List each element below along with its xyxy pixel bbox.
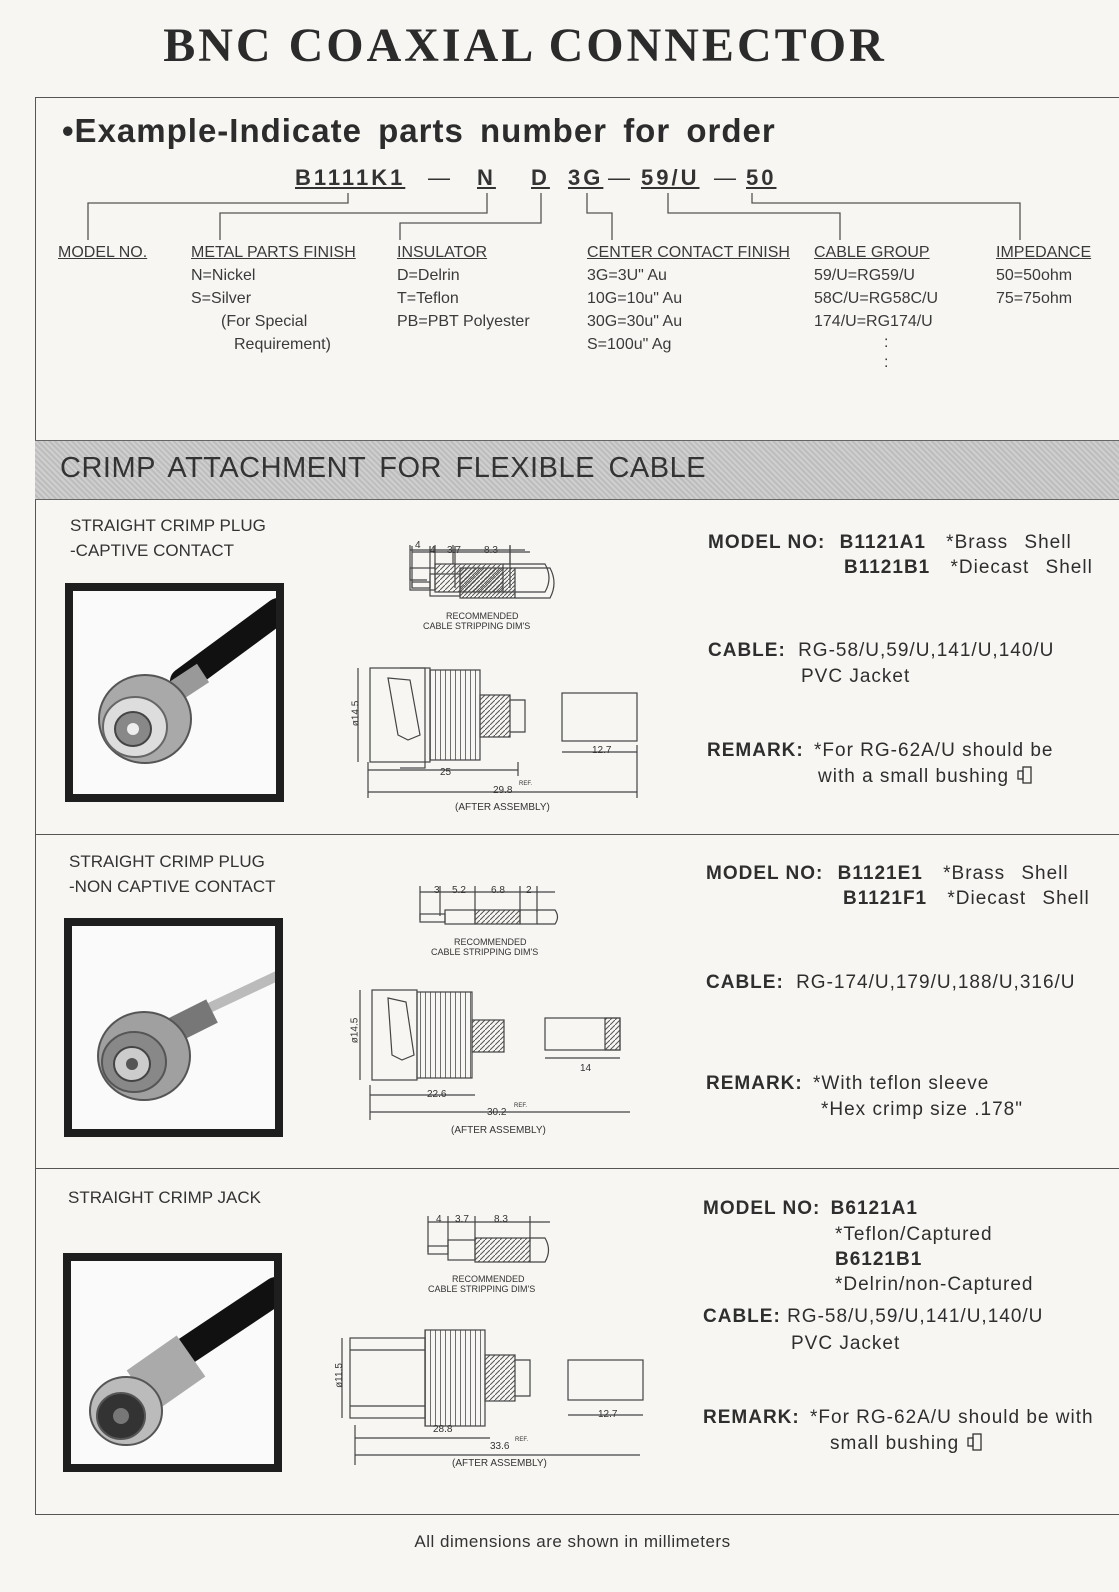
remark-block: [830, 1431, 985, 1456]
field-line: 3G=3U" Au: [587, 267, 667, 284]
product-photo-plug-captive: [65, 583, 284, 802]
remark-line: small bushing: [830, 1433, 960, 1454]
pn-dash-1: —: [428, 165, 453, 190]
field-line: PB=PBT Polyester: [397, 313, 530, 330]
field-line: S=100u" Ag: [587, 336, 672, 353]
product-photo-plug-non-captive: [64, 918, 283, 1137]
field-insulator-heading: INSULATOR: [397, 244, 488, 261]
pn-dash-3: —: [714, 165, 739, 190]
model-label: MODEL NO:: [703, 1198, 821, 1219]
model-number: B1121B1: [844, 557, 931, 578]
model-block: [843, 886, 1090, 911]
field-line: 58C/U=RG58C/U: [814, 290, 939, 307]
model-note: *Brass Shell: [943, 863, 1069, 884]
remark-block: [706, 1071, 989, 1096]
model-note: *Teflon/Captured: [835, 1224, 993, 1245]
section-divider: [35, 834, 1119, 835]
leader-contact: [587, 193, 612, 240]
jack-photo-graphic: [71, 1261, 274, 1464]
bushing-icon: [965, 1432, 985, 1452]
field-contact-finish: [587, 241, 790, 356]
plug-photo-graphic: [72, 926, 275, 1129]
dim-label: 4: [415, 540, 421, 551]
model-note: *Brass Shell: [946, 532, 1072, 553]
cable-block: [708, 638, 1054, 663]
model-number: B1121F1: [843, 888, 928, 909]
model-number: B1121A1: [839, 532, 926, 553]
cable-block: [706, 970, 1076, 995]
product-photo-jack: [63, 1253, 282, 1472]
dim-length: 29.8: [493, 785, 513, 796]
section-title-line: -NON CAPTIVE CONTACT: [69, 877, 276, 896]
model-block: [844, 555, 1093, 580]
model-block: [708, 530, 1072, 555]
part-number-leader-lines: [0, 185, 1119, 245]
remark-label: REMARK:: [706, 1073, 803, 1094]
model-label: MODEL NO:: [706, 863, 824, 884]
strip-dim: 8.3: [494, 1214, 508, 1225]
page-title: BNC COAXIAL CONNECTOR: [163, 19, 887, 72]
example-heading: •Example-Indicate parts number for order: [62, 112, 776, 149]
strip-dim: 4: [430, 545, 436, 556]
field-line: D=Delrin: [397, 267, 460, 284]
field-contact-finish-heading: CENTER CONTACT FINISH: [587, 244, 790, 261]
section-2-title: [69, 849, 276, 899]
after-assembly: (AFTER ASSEMBLY): [452, 1458, 547, 1469]
dim-length: 14: [580, 1063, 592, 1074]
section-divider: [35, 1168, 1119, 1169]
dim-diameter: ø14.5: [349, 1017, 361, 1044]
after-assembly: (AFTER ASSEMBLY): [451, 1125, 546, 1136]
cable-value: RG-58/U,59/U,141/U,140/U: [787, 1306, 1044, 1327]
leader-impedance: [752, 193, 1020, 240]
section-3-title: [68, 1185, 261, 1210]
field-line: T=Teflon: [397, 290, 459, 307]
field-line: 50=50ohm: [996, 267, 1073, 284]
model-number: B1121E1: [837, 863, 923, 884]
dim-length: 28.8: [433, 1424, 453, 1435]
field-line: (For Special: [221, 313, 308, 330]
field-impedance-heading: IMPEDANCE: [996, 244, 1092, 261]
dim-length: 30.2: [487, 1107, 507, 1118]
field-line: N=Nickel: [191, 267, 256, 284]
field-line: 30G=30u" Au: [587, 313, 683, 330]
field-line: 59/U=RG59/U: [814, 267, 915, 284]
field-line: :: [884, 334, 889, 351]
remark-line: *For RG-62A/U should be: [814, 740, 1054, 761]
dim-diameter: ø14.5: [350, 700, 362, 727]
strip-dim: 6.8: [491, 885, 505, 896]
plug-photo-graphic: [73, 591, 276, 794]
dim-length: 33.6: [490, 1441, 510, 1452]
remark-block: [703, 1405, 1094, 1430]
dim-ref: REF.: [519, 781, 533, 787]
pn-finish: N: [477, 165, 496, 190]
dim-diameter: ø11.5: [333, 1363, 345, 1388]
strip-caption: RECOMMENDED: [452, 1274, 525, 1284]
field-line: 10G=10u" Au: [587, 290, 683, 307]
pn-model: B1111K1: [295, 165, 406, 190]
field-line: :: [884, 354, 889, 371]
field-cable-group: [814, 241, 938, 373]
drawing-jack: [330, 1210, 660, 1480]
remark-label: REMARK:: [703, 1407, 800, 1428]
remark-line: *For RG-62A/U should be with: [810, 1407, 1094, 1428]
section-title-line: -CAPTIVE CONTACT: [70, 541, 235, 560]
remark-label: REMARK:: [707, 740, 804, 761]
pn-insulator: D: [531, 165, 550, 190]
dim-length: 12.7: [592, 745, 612, 756]
dim-length: 12.7: [598, 1409, 618, 1420]
strip-dim: 8.3: [484, 545, 498, 556]
section-1-title: [70, 513, 266, 563]
field-model-heading: MODEL NO.: [58, 244, 148, 261]
model-block: [706, 861, 1069, 886]
strip-dim: 4: [436, 1214, 442, 1225]
section-title-line: STRAIGHT CRIMP PLUG: [69, 852, 265, 871]
cable-jacket: PVC Jacket: [791, 1333, 901, 1354]
strip-caption: RECOMMENDED: [454, 937, 527, 947]
strip-caption: CABLE STRIPPING DIM'S: [423, 621, 531, 631]
bushing-icon: [1015, 765, 1035, 785]
band-title: CRIMP ATTACHMENT FOR FLEXIBLE CABLE: [60, 452, 707, 484]
strip-dim: 3.7: [455, 1214, 469, 1225]
model-number: B6121A1: [830, 1198, 918, 1219]
cable-jacket: PVC Jacket: [801, 666, 911, 687]
section-title-line: STRAIGHT CRIMP JACK: [68, 1188, 262, 1207]
model-block: [703, 1196, 918, 1221]
leader-model: [88, 193, 348, 240]
model-number: B6121B1: [835, 1249, 923, 1270]
strip-caption: CABLE STRIPPING DIM'S: [428, 1284, 536, 1294]
footer-note: All dimensions are shown in millimeters: [414, 1532, 731, 1551]
dim-ref: REF.: [515, 1437, 529, 1443]
field-impedance: [996, 241, 1091, 310]
field-cable-group-heading: CABLE GROUP: [814, 244, 930, 261]
field-line: Requirement): [234, 336, 331, 353]
model-note: *Diecast Shell: [950, 557, 1093, 578]
model-note: *Diecast Shell: [947, 888, 1090, 909]
drawing-plug-captive-detail: [340, 540, 660, 825]
strip-caption: CABLE STRIPPING DIM'S: [431, 947, 539, 957]
cable-value: RG-58/U,59/U,141/U,140/U: [798, 640, 1055, 661]
strip-dim: 2: [526, 885, 532, 896]
dim-length: 22.6: [427, 1089, 447, 1100]
remark-block: [707, 738, 1054, 763]
pn-dash-2: —: [608, 165, 633, 190]
remark-line: *Hex crimp size .178": [821, 1099, 1023, 1120]
cable-label: CABLE:: [706, 972, 784, 993]
strip-dim: 5.2: [452, 885, 466, 896]
pn-contact: 3G: [568, 165, 604, 190]
remark-line: with a small bushing: [818, 766, 1010, 787]
model-note: *Delrin/non-Captured: [835, 1274, 1034, 1295]
leader-insulator: [400, 193, 541, 240]
cable-block: [703, 1304, 1043, 1329]
field-insulator: [397, 241, 530, 333]
remark-block: [818, 764, 1035, 789]
strip-dim: 3.7: [447, 545, 461, 556]
dim-ref: REF.: [514, 1103, 528, 1109]
field-metal-finish: [191, 241, 356, 356]
field-line: S=Silver: [191, 290, 252, 307]
leader-finish: [220, 193, 487, 240]
dim-length: 25: [440, 767, 452, 778]
field-line: 174/U=RG174/U: [814, 313, 933, 330]
leader-cable: [668, 193, 840, 240]
field-line: 75=75ohm: [996, 290, 1073, 307]
remark-line: *With teflon sleeve: [813, 1073, 990, 1094]
pn-impedance: 50: [746, 165, 777, 190]
after-assembly: (AFTER ASSEMBLY): [455, 802, 550, 813]
field-metal-finish-heading: METAL PARTS FINISH: [191, 244, 356, 261]
strip-caption: RECOMMENDED: [446, 611, 519, 621]
strip-dim: 3: [434, 885, 440, 896]
pn-cable: 59/U: [641, 165, 700, 190]
cable-label: CABLE:: [703, 1306, 781, 1327]
section-title-line: STRAIGHT CRIMP PLUG: [70, 516, 266, 535]
field-model: [58, 241, 147, 264]
model-label: MODEL NO:: [708, 532, 826, 553]
cable-label: CABLE:: [708, 640, 786, 661]
cable-value: RG-174/U,179/U,188/U,316/U: [796, 972, 1076, 993]
